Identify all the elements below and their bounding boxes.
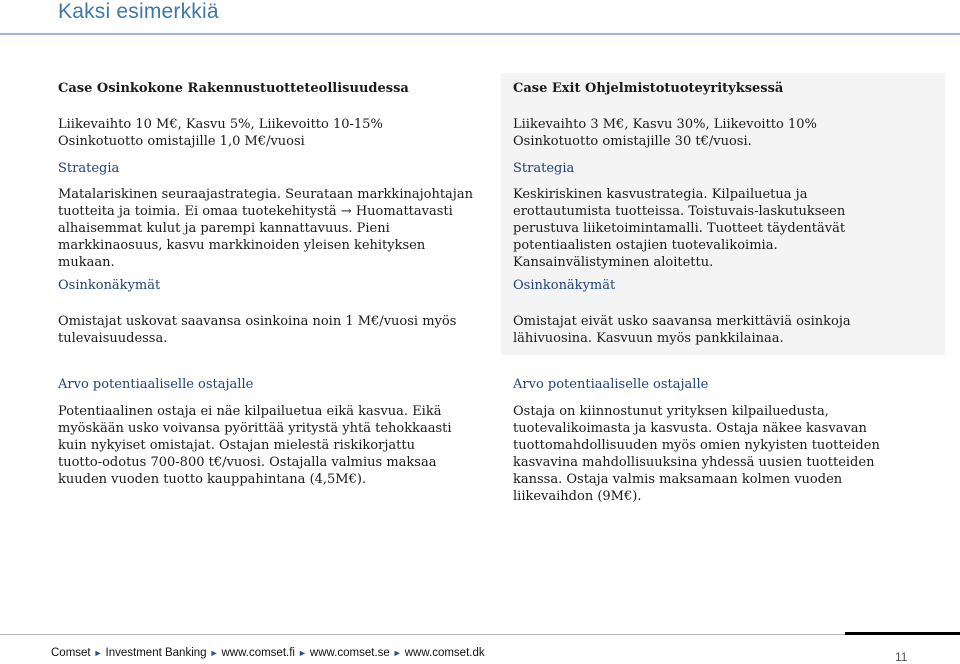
right-outlook-text: Omistajat eivät usko saavansa merkittäviä osinkoja lähivuosina. Kasvuun myös pankkilainaa.	[513, 314, 851, 346]
left-stat-line: Liikevaihto 10 M€, Kasvu 5%, Liikevoitto 10-15%	[58, 117, 383, 132]
footer-links	[51, 647, 485, 659]
arrow-right-icon: ►	[297, 648, 307, 658]
left-case-heading: Case Osinkokone Rakennustuotteteollisuudessa	[58, 81, 409, 96]
title-divider	[0, 33, 960, 35]
right-outlook-label: Osinkonäkymät	[513, 278, 616, 293]
page-number: 11	[895, 650, 908, 664]
right-strategy-label: Strategia	[513, 161, 575, 176]
arrow-right-icon: ►	[209, 648, 219, 658]
left-case-stats	[58, 116, 478, 150]
footer-link-se[interactable]: www.comset.se	[309, 647, 390, 659]
slide-title: Kaksi esimerkkiä	[58, 0, 219, 23]
right-value-label: Arvo potentiaaliselle ostajalle	[513, 377, 709, 392]
arrow-right-icon: ►	[93, 648, 103, 658]
footer-tagline: Investment Banking	[105, 647, 207, 659]
right-case-heading: Case Exit Ohjelmistotuoteyrityksessä	[513, 81, 784, 96]
right-case-stats	[513, 116, 933, 150]
left-value-text: Potentiaalinen ostaja ei näe kilpailuetua eikä kasvua. Eikä myöskään usko voivansa pyörittää yritystä yhtä tehokkaasti kuin nykyiset omistajat. Ostajan mielestä riskikorjattu tuotto-odotus 700-800 t€/vuosi. Ostajalla valmius maksaa kuuden vuoden tuotto kauppahintana (4,5M€).	[58, 404, 452, 487]
footer-accent-bar	[845, 632, 960, 635]
footer-company: Comset	[51, 647, 91, 659]
right-value-text: Ostaja on kiinnostunut yrityksen kilpailuedusta, tuotevalikoimasta ja kasvusta. Ostaja näkee kasvavan tuottomahdollisuuden myös omien nykyisten tuotteiden kasvavina mahdollisuuksina yhdessä uusien tuotteiden kanssa. Ostaja valmis maksamaan kolmen vuoden liikevaihdon (9M€).	[513, 404, 880, 504]
footer-divider	[0, 634, 845, 635]
left-value-label: Arvo potentiaaliselle ostajalle	[58, 377, 254, 392]
footer-link-fi[interactable]: www.comset.fi	[221, 647, 295, 659]
right-strategy-text: Keskiriskinen kasvustrategia. Kilpailuetua ja erottautumista tuotteissa. Toistuvais-laskutukseen perustuva liiketoimintamalli. Tuotteet täydentävät potentiaalisten ostajien tuotevalikoimia. Kansainvälistyminen aloitettu.	[513, 187, 846, 270]
left-strategy-label: Strategia	[58, 161, 120, 176]
footer-link-dk[interactable]: www.comset.dk	[404, 647, 485, 659]
right-stat-line: Osinkotuotto omistajille 30 t€/vuosi.	[513, 134, 752, 149]
left-stat-line: Osinkotuotto omistajille 1,0 M€/vuosi	[58, 134, 305, 149]
left-outlook-label: Osinkonäkymät	[58, 278, 161, 293]
arrow-right-icon: ►	[392, 648, 402, 658]
left-strategy-text: Matalariskinen seuraajastrategia. Seurataan markkinajohtajan tuotteita ja toimia. Ei omaa tuotekehitystä → Huomattavasti alhaisemmat kulut ja parempi kannattavuus. Pieni markkinaosuus, kasvu markkinoiden yleisen kehityksen mukaan.	[58, 187, 473, 270]
right-stat-line: Liikevaihto 3 M€, Kasvu 30%, Liikevoitto 10%	[513, 117, 817, 132]
left-outlook-text: Omistajat uskovat saavansa osinkoina noin 1 M€/vuosi myös tulevaisuudessa.	[58, 314, 457, 346]
